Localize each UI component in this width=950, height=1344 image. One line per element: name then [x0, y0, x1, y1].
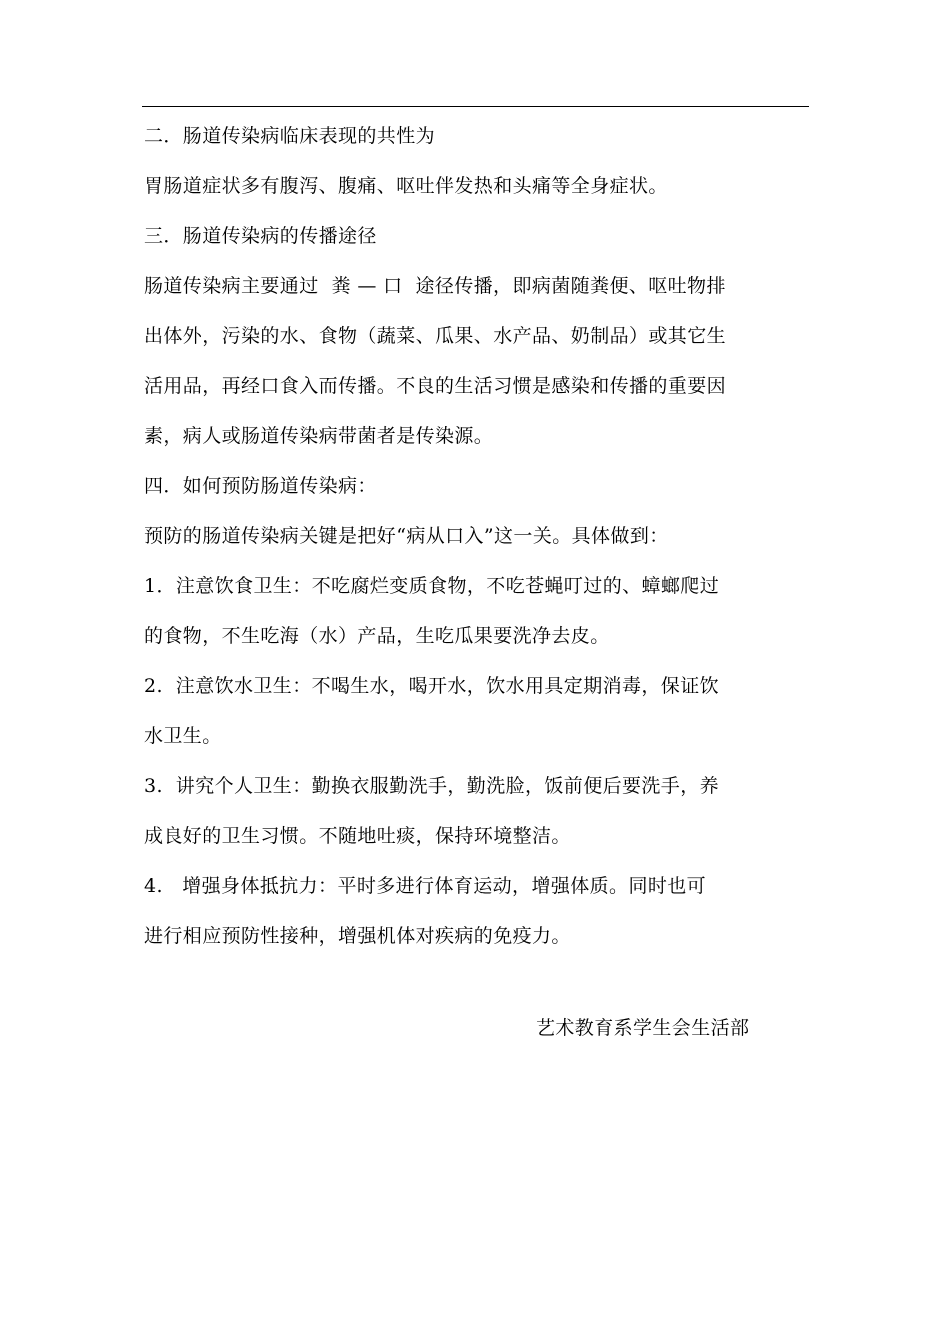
- list-item-2-continued: 水卫生。: [144, 725, 222, 747]
- section-heading-2: 二．肠道传染病临床表现的共性为: [144, 125, 436, 147]
- section-heading-3: 三．肠道传染病的传播途径: [144, 225, 377, 247]
- header-rule: [142, 106, 809, 107]
- paragraph-line: 活用品，再经口食入而传播。不良的生活习惯是感染和传播的重要因: [144, 375, 727, 397]
- list-item-4-continued: 进行相应预防性接种，增强机体对疾病的免疫力。: [144, 925, 571, 947]
- list-item-2: 2. 注意饮水卫生：不喝生水，喝开水，饮水用具定期消毒，保证饮: [144, 675, 720, 697]
- paragraph-line: 素，病人或肠道传染病带菌者是传染源。: [144, 425, 494, 447]
- list-item-1: 1．注意饮食卫生：不吃腐烂变质食物，不吃苍蝇叮过的、蟑螂爬过: [144, 575, 720, 597]
- paragraph-line: 肠道传染病主要通过 粪 — 口 途径传播，即病菌随粪便、呕吐物排: [144, 275, 726, 297]
- paragraph-line: 胃肠道症状多有腹泻、腹痛、呕吐伴发热和头痛等全身症状。: [144, 175, 668, 197]
- paragraph-line: 出体外，污染的水、食物（蔬菜、瓜果、水产品、奶制品）或其它生: [144, 325, 727, 347]
- paragraph-line: 预防的肠道传染病关键是把好“病从口入”这一关。具体做到：: [144, 525, 669, 547]
- section-heading-4: 四．如何预防肠道传染病：: [144, 475, 377, 497]
- list-item-1-continued: 的食物，不生吃海（水）产品，生吃瓜果要洗净去皮。: [144, 625, 610, 647]
- list-item-4: 4. 增强身体抵抗力：平时多进行体育运动，增强体质。同时也可: [144, 875, 707, 897]
- signature: 艺术教育系学生会生活部: [536, 1017, 750, 1039]
- list-item-3-continued: 成良好的卫生习惯。不随地吐痰，保持环境整洁。: [144, 825, 571, 847]
- list-item-3: 3. 讲究个人卫生：勤换衣服勤洗手，勤洗脸，饭前便后要洗手，养: [144, 775, 720, 797]
- document-body: [144, 118, 808, 968]
